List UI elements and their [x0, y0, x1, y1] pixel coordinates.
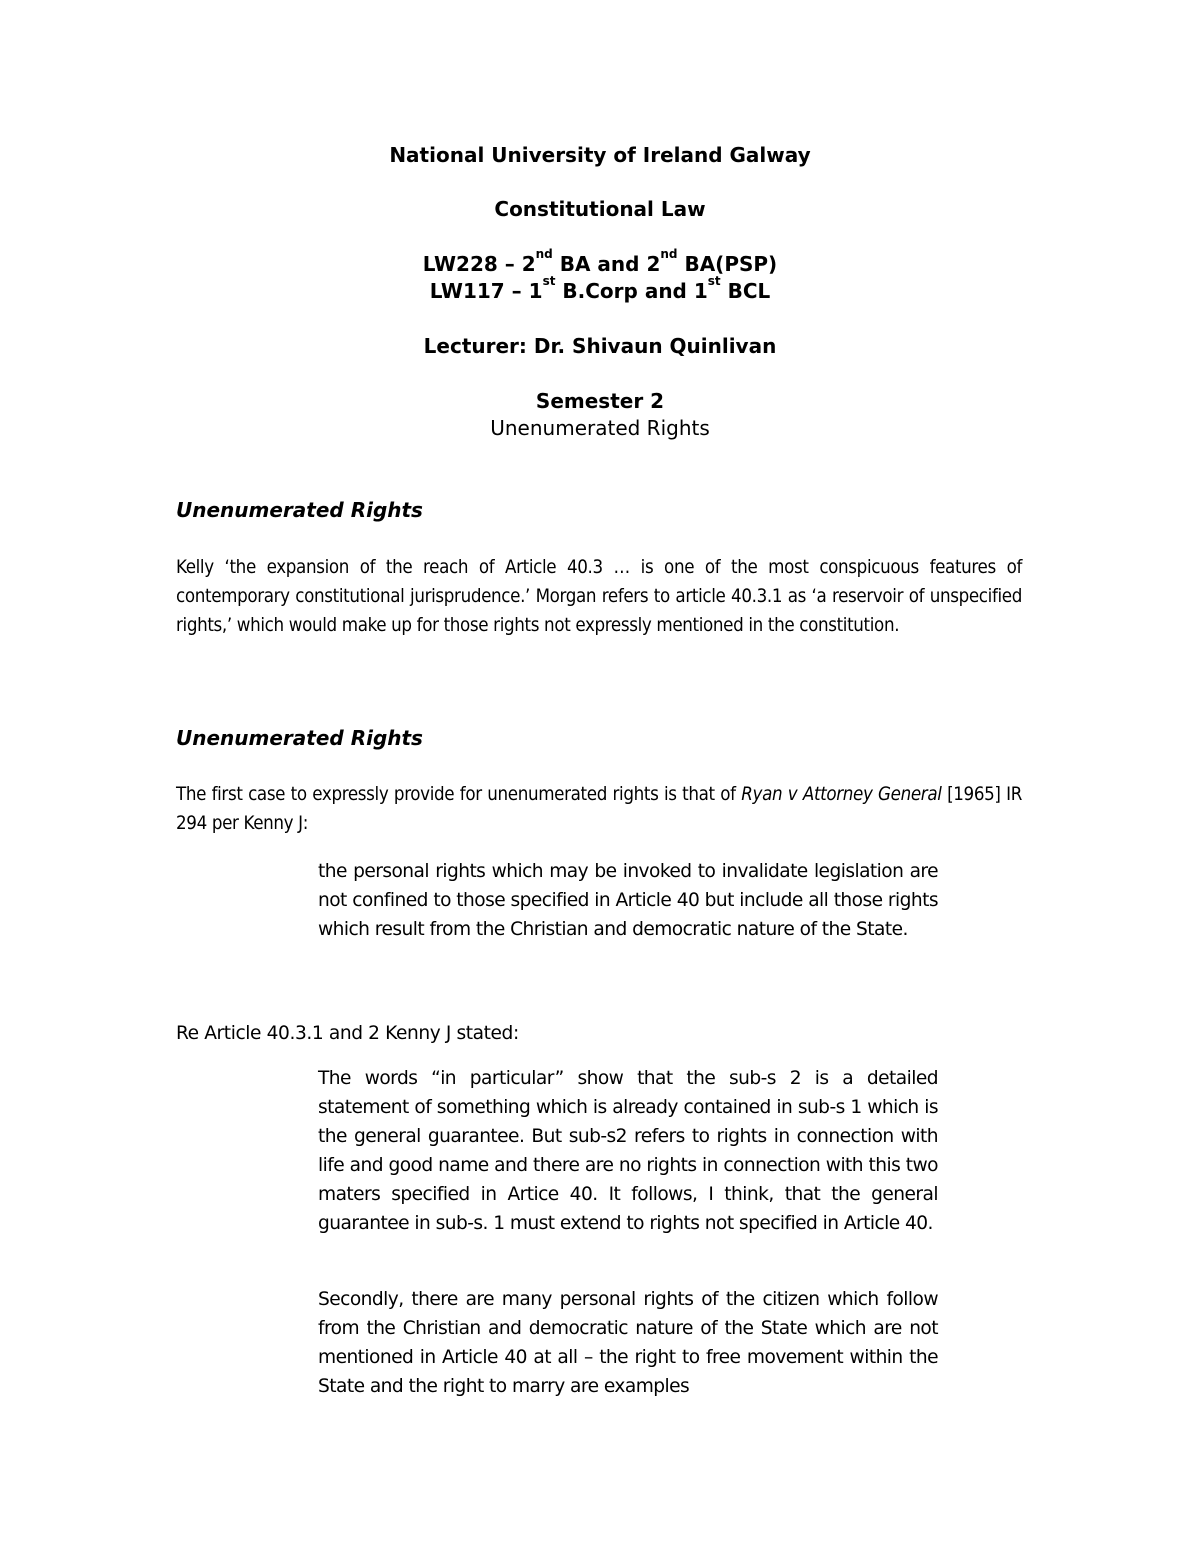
re-article-line: Re Article 40.3.1 and 2 Kenny J stated:: [176, 1023, 519, 1044]
course-title: Constitutional Law: [494, 197, 706, 221]
course-code-line-1: LW228 – 2nd BA and 2nd BA(PSP): [422, 247, 778, 276]
section-heading-1: Unenumerated Rights: [176, 498, 423, 522]
section-heading-2: Unenumerated Rights: [176, 726, 423, 750]
semester-line: Semester 2: [535, 389, 665, 413]
block-quote-2: [318, 1064, 938, 1238]
intro-paragraph: [176, 553, 1022, 640]
intro-paragraph-text: Kelly ‘the expansion of the reach of Article 40.3 … is one of the most conspicuous features of contemporary constitutional jurisprudence.’ Morgan refers to article 40.3.1 as ‘a reservoir of unspecified rights,’ which would make up for those rights not expressly mentioned in the constitution.: [176, 557, 1022, 636]
course-code-line-2: LW117 – 1st B.Corp and 1st BCL: [429, 274, 771, 303]
topic-line: Unenumerated Rights: [490, 416, 710, 440]
lecturer-line: Lecturer: Dr. Shivaun Quinlivan: [423, 334, 777, 358]
block-quote-3: [318, 1285, 938, 1401]
block-quote-1: [318, 857, 938, 944]
case-intro-paragraph: [176, 780, 1022, 838]
block-quote-1-text: the personal rights which may be invoked to invalidate legislation are not confined to those specified in Article 40 but include all those rights which result from the Christian and democratic nature of the State.: [318, 861, 938, 940]
case-intro-text: The first case to expressly provide for unenumerated rights is that of Ryan v Attorney General [1965] IR 294 per Kenny J:: [176, 784, 1022, 834]
block-quote-2-text: The words “in particular” show that the sub-s 2 is a detailed statement of something which is already contained in sub-s 1 which is the general guarantee. But sub-s2 refers to rights in connection with life and good name and there are no rights in connection with this two maters specified in Artice 40. It follows, I think, that the general guarantee in sub-s. 1 must extend to rights not specified in Article 40.: [318, 1068, 938, 1234]
university-title: National University of Ireland Galway: [389, 143, 811, 167]
case-name: Ryan v Attorney General: [741, 784, 942, 805]
block-quote-3-text: Secondly, there are many personal rights of the citizen which follow from the Christian and democratic nature of the State which are not mentioned in Article 40 at all – the right to free movement within the State and the right to marry are examples: [318, 1289, 938, 1397]
